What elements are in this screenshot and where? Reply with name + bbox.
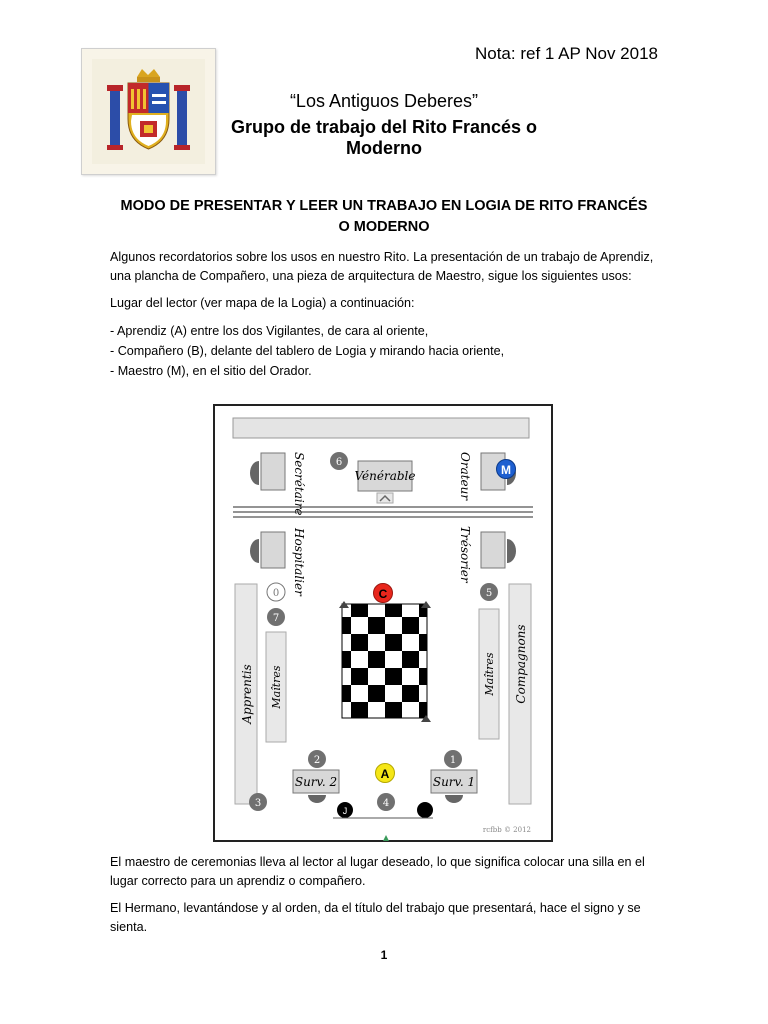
copyright: rcfbb © 2012 [482,826,531,834]
seat-0: 0 [272,588,280,599]
marker-c: C [378,587,388,601]
pillar-b [417,802,433,818]
label-tresorier: Trésorier [458,526,472,583]
label-surv2: Surv. 2 [294,775,338,789]
section-heading-line2: O MODERNO [338,219,430,235]
list-item: - Maestro (M), en el sitio del Orador. [110,364,312,378]
seat-2: 2 [313,755,321,766]
treasurer-desk [481,532,505,568]
coat-of-arms-logo [81,48,216,175]
seat-3: 3 [254,798,262,809]
section-heading [110,196,658,238]
ceremony-paragraph: El maestro de ceremonias lleva al lector al lugar deseado, lo que significa colocar una silla en el lugar correcto para un aprendiz o compañero. [110,855,645,888]
label-surv1: Surv. 1 [432,775,476,789]
label-venerable: Vénérable [354,469,416,483]
label-apprentis: Apprentis [240,664,254,724]
page-number: 1 [380,948,388,962]
marker-j: J [342,806,348,816]
marker-a: A [380,767,390,781]
seat-1: 1 [449,755,457,766]
seat-7: 7 [272,613,280,624]
intro-paragraph: Algunos recordatorios sobre los usos en nuestro Rito. La presentación de un trabajo de Aprendiz, una plancha de Compañero, una pieza de arquitectura de Maestro, sigue los siguientes usos: [110,250,654,283]
reference-note: Nota: ref 1 AP Nov 2018 [474,44,658,63]
checkerboard [342,604,427,718]
section-heading-line1: MODO DE PRESENTAR Y LEER UN TRABAJO EN LOGIA DE RITO FRANCÉS [120,198,648,214]
orient-bar [233,418,529,438]
list-item: - Aprendiz (A) entre los dos Vigilantes, de cara al oriente, [110,324,429,338]
seat-5: 5 [485,588,493,599]
label-maitres-left: Maîtres [270,665,283,709]
marker-m: M [501,463,511,477]
lodge-map [213,404,553,849]
seat-6: 6 [335,457,343,468]
label-compagnons: Compagnons [514,624,528,704]
label-hospitalier: Hospitalier [292,528,306,596]
seat-4: 4 [382,798,390,809]
lector-place-paragraph: Lugar del lector (ver mapa de la Logia) a continuación: [110,296,415,310]
venerable-step [377,493,393,503]
title-quote: “Los Antiguos Deberes” [289,91,479,111]
title-group: Grupo de trabajo del Rito Francés o Moderno [230,117,538,158]
secretary-desk [261,453,285,490]
label-secretaire: Secrétaire [292,452,306,516]
label-maitres-right: Maîtres [483,652,496,696]
label-orateur: Orateur [458,452,472,501]
hospitaller-desk [261,532,285,568]
list-item: - Compañero (B), delante del tablero de Logia y mirando hacia oriente, [110,344,505,358]
brother-paragraph: El Hermano, levantándose y al orden, da el título del trabajo que presentará, hace el signo y se sienta. [110,901,641,934]
position-list [110,321,504,381]
